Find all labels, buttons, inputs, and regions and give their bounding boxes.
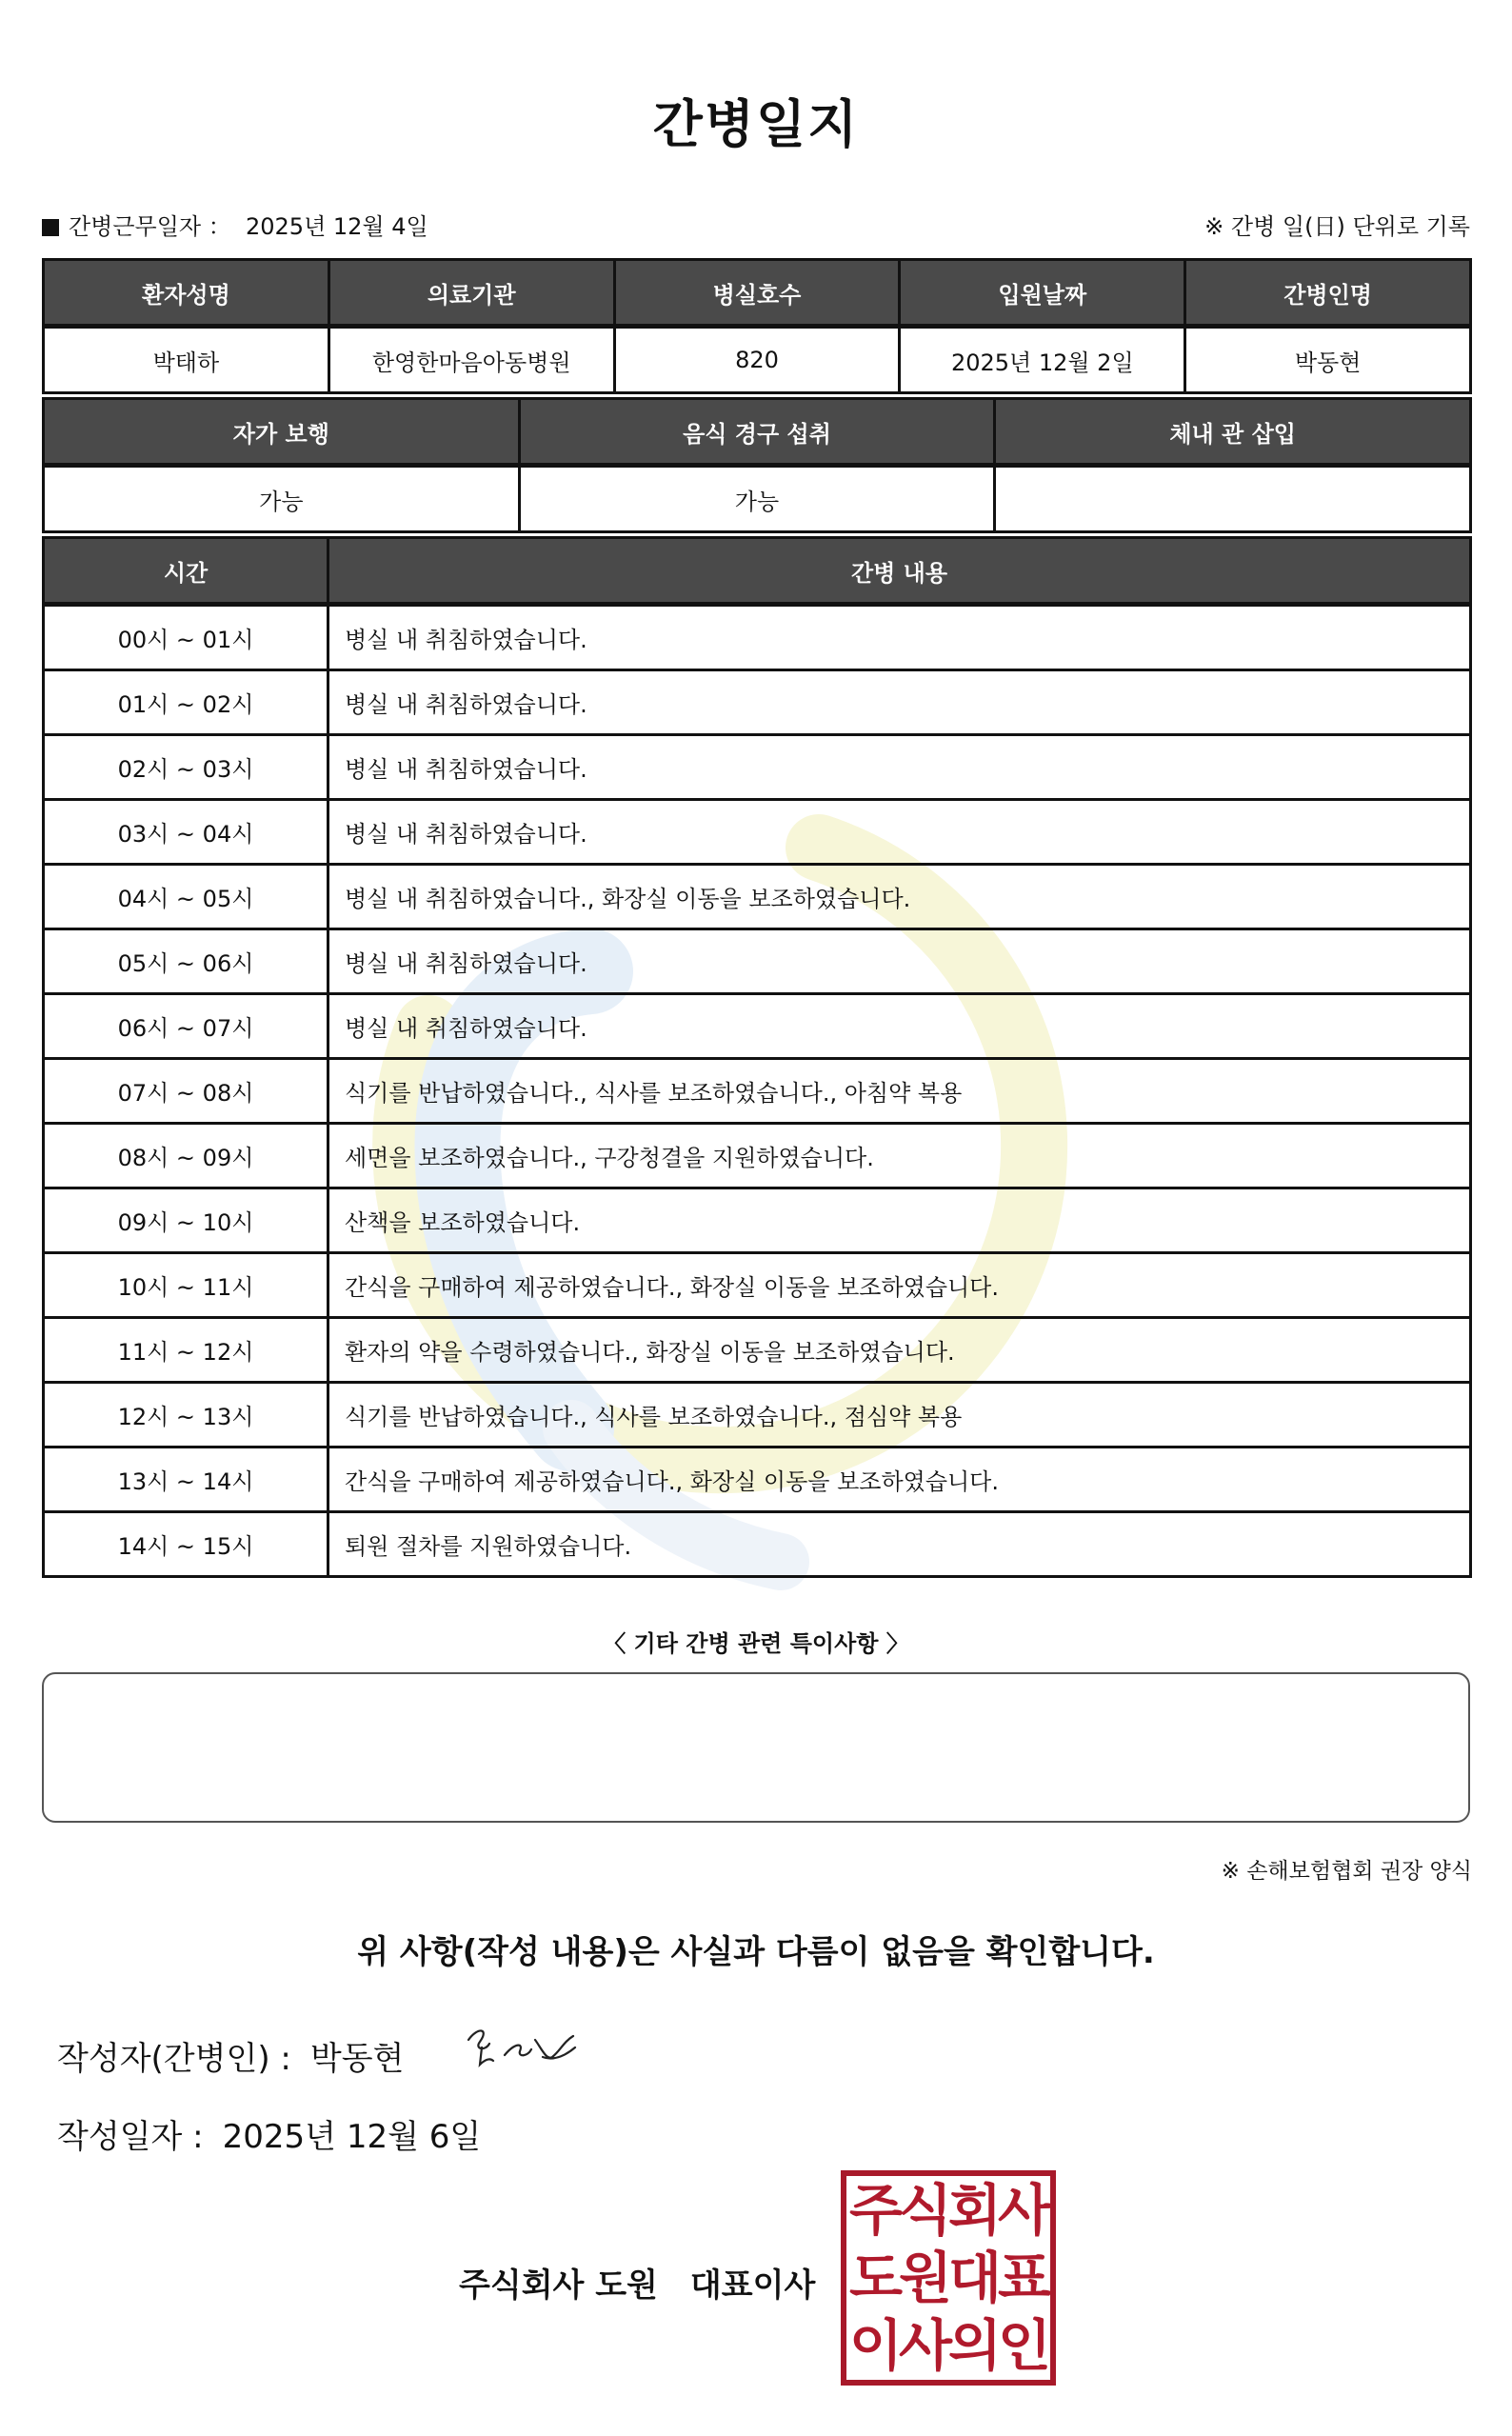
- care-content: 환자의 약을 수령하였습니다., 화장실 이동을 보조하였습니다.: [328, 1318, 1471, 1383]
- meta-row: [42, 208, 1470, 246]
- room-number: 820: [614, 327, 900, 393]
- time-slot: 08시 ~ 09시: [44, 1124, 328, 1188]
- seal-line: 도원대표: [848, 2245, 1048, 2310]
- table-row: [44, 670, 1471, 735]
- table-header-row: [44, 538, 1471, 605]
- header-care-content: 간병 내용: [328, 538, 1471, 605]
- time-slot: 01시 ~ 02시: [44, 670, 328, 735]
- care-content: 병실 내 취침하였습니다.: [328, 929, 1471, 994]
- header-self-walking: 자가 보행: [44, 399, 520, 466]
- header-oral-intake: 음식 경구 섭취: [519, 399, 995, 466]
- table-row: [44, 1512, 1471, 1577]
- care-content: 산책을 보조하였습니다.: [328, 1188, 1471, 1253]
- hospital-name: 한영한마음아동병원: [328, 327, 614, 393]
- table-row: [44, 865, 1471, 929]
- table-header-row: [44, 260, 1471, 327]
- table-row: [44, 735, 1471, 800]
- handwritten-signature: [461, 2019, 585, 2076]
- time-slot: 03시 ~ 04시: [44, 800, 328, 865]
- written-date-value: 2025년 12월 6일: [222, 2118, 482, 2156]
- table-row: [44, 929, 1471, 994]
- care-log-table: [42, 536, 1472, 1578]
- work-date-label: 간병근무일자 ：: [69, 213, 231, 240]
- care-content: 병실 내 취침하였습니다.: [328, 605, 1471, 670]
- written-date-label: 작성일자 :: [57, 2118, 204, 2156]
- table-row: [44, 1318, 1471, 1383]
- header-tube-insertion: 체내 관 삽입: [995, 399, 1471, 466]
- table-row: [44, 1059, 1471, 1124]
- company-line: [459, 2259, 815, 2306]
- care-content: 세면을 보조하였습니다., 구강청결을 지원하였습니다.: [328, 1124, 1471, 1188]
- header-time: 시간: [44, 538, 328, 605]
- patient-info-table: [42, 258, 1472, 394]
- time-slot: 11시 ~ 12시: [44, 1318, 328, 1383]
- writer-label: 작성자(간병인) :: [57, 2040, 291, 2078]
- care-content: 병실 내 취침하였습니다.: [328, 994, 1471, 1059]
- seal-line: 이사의인: [848, 2312, 1048, 2378]
- table-row: [44, 800, 1471, 865]
- square-bullet-icon: [42, 219, 59, 236]
- header-caregiver: 간병인명: [1185, 260, 1471, 327]
- time-slot: 02시 ~ 03시: [44, 735, 328, 800]
- time-slot: 14시 ~ 15시: [44, 1512, 328, 1577]
- remarks-title: 〈 기타 간병 관련 특이사항 〉: [603, 1630, 909, 1657]
- care-content: 병실 내 취침하였습니다., 화장실 이동을 보조하였습니다.: [328, 865, 1471, 929]
- table-row: [44, 1188, 1471, 1253]
- written-date-line: [57, 2110, 481, 2157]
- time-slot: 12시 ~ 13시: [44, 1383, 328, 1448]
- time-slot: 00시 ~ 01시: [44, 605, 328, 670]
- table-header-row: [44, 399, 1471, 466]
- record-unit-note: ※ 간병 일(日) 단위로 기록: [1204, 213, 1470, 240]
- time-slot: 05시 ~ 06시: [44, 929, 328, 994]
- page-title: 간병일지: [652, 94, 860, 154]
- header-patient-name: 환자성명: [44, 260, 329, 327]
- writer-name: 박동현: [309, 2040, 405, 2078]
- writer-line: [57, 2032, 404, 2079]
- admission-date: 2025년 12월 2일: [900, 327, 1185, 393]
- care-content: 병실 내 취침하였습니다.: [328, 735, 1471, 800]
- table-row: [44, 994, 1471, 1059]
- table-row: [44, 1253, 1471, 1318]
- time-slot: 10시 ~ 11시: [44, 1253, 328, 1318]
- company-representative: 대표이사: [689, 2266, 816, 2305]
- care-content: 간식을 구매하여 제공하였습니다., 화장실 이동을 보조하였습니다.: [328, 1253, 1471, 1318]
- time-slot: 09시 ~ 10시: [44, 1188, 328, 1253]
- table-row: [44, 327, 1471, 393]
- patient-status-table: [42, 397, 1472, 533]
- care-content: 병실 내 취침하였습니다.: [328, 800, 1471, 865]
- table-row: [44, 1383, 1471, 1448]
- time-slot: 07시 ~ 08시: [44, 1059, 328, 1124]
- time-slot: 04시 ~ 05시: [44, 865, 328, 929]
- header-admission-date: 입원날짜: [900, 260, 1185, 327]
- self-walking-value: 가능: [44, 466, 520, 532]
- header-hospital: 의료기관: [328, 260, 614, 327]
- tube-insertion-value: [995, 466, 1471, 532]
- table-row: [44, 605, 1471, 670]
- remarks-box: [42, 1672, 1470, 1823]
- care-content: 식기를 반납하였습니다., 식사를 보조하였습니다., 점심약 복용: [328, 1383, 1471, 1448]
- form-source-note: ※ 손해보험협회 권장 양식: [1221, 1859, 1472, 1884]
- table-row: [44, 1448, 1471, 1512]
- care-content: 식기를 반납하였습니다., 식사를 보조하였습니다., 아침약 복용: [328, 1059, 1471, 1124]
- oral-intake-value: 가능: [519, 466, 995, 532]
- table-row: [44, 1124, 1471, 1188]
- caregiver-name: 박동현: [1185, 327, 1471, 393]
- company-name: 주식회사 도원: [459, 2266, 658, 2305]
- care-content: 퇴원 절차를 지원하였습니다.: [328, 1512, 1471, 1577]
- time-slot: 06시 ~ 07시: [44, 994, 328, 1059]
- care-content: 간식을 구매하여 제공하였습니다., 화장실 이동을 보조하였습니다.: [328, 1448, 1471, 1512]
- confirmation-statement: 위 사항(작성 내용)은 사실과 다름이 없음을 확인합니다.: [357, 1933, 1155, 1971]
- seal-line: 주식회사: [848, 2177, 1048, 2243]
- table-row: [44, 466, 1471, 532]
- work-date: [42, 208, 428, 241]
- work-date-value: 2025년 12월 4일: [246, 213, 428, 240]
- patient-name: 박태하: [44, 327, 329, 393]
- care-content: 병실 내 취침하였습니다.: [328, 670, 1471, 735]
- header-room: 병실호수: [614, 260, 900, 327]
- time-slot: 13시 ~ 14시: [44, 1448, 328, 1512]
- company-seal-stamp: [841, 2170, 1056, 2386]
